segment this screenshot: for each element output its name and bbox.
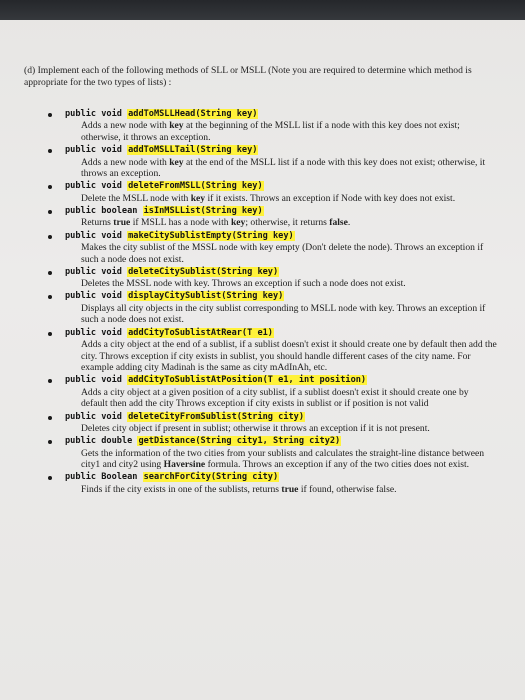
method-name-highlight — [137, 436, 341, 446]
description-text: Finds if the city exists in one of the sublists, returns — [81, 483, 282, 495]
bullet-icon — [48, 149, 52, 153]
method-name: addCityToSublistAtPosition — [128, 375, 263, 386]
method-name: addToMSLLHead — [128, 109, 196, 119]
method-signature — [65, 375, 525, 386]
bullet-icon — [48, 476, 52, 480]
method-name: deleteCityFromSublist — [128, 411, 237, 422]
description-text: formula. Throws an exception if any of the two cities does not exist. — [205, 459, 470, 471]
bullet-icon — [48, 210, 52, 214]
method-signature — [65, 328, 525, 339]
method-modifiers: public void — [65, 109, 128, 119]
method-modifiers: public void — [65, 291, 128, 302]
description-text: Adds a new node with — [81, 156, 170, 168]
method-description — [65, 484, 497, 496]
method-signature — [65, 145, 525, 156]
method-item — [0, 206, 525, 229]
method-params: (String city1, String city2) — [195, 436, 341, 447]
bold-term: true — [113, 217, 131, 229]
method-item — [0, 291, 525, 326]
method-name: addCityToSublistAtRear — [128, 327, 242, 338]
method-params: (String key) — [216, 266, 279, 277]
bullet-icon — [48, 295, 52, 299]
bullet-icon — [48, 332, 52, 336]
method-params: (String city) — [210, 472, 279, 483]
description-text: if MSLL has a node with — [130, 217, 231, 229]
description-text: Adds a new node with — [81, 120, 170, 132]
method-params: (String key) — [231, 230, 294, 241]
bold-term: false — [329, 217, 348, 229]
method-signature — [65, 472, 525, 483]
description-text: Returns — [81, 217, 114, 229]
description-text: Displays all city objects in the city sublist corresponding to MSLL node with key. Throws an exception if such a node does not exist. — [81, 302, 486, 326]
method-item — [0, 267, 525, 290]
bullet-icon — [48, 271, 52, 275]
description-text: Deletes city object if present in sublist; otherwise it throws an exception if it is not present. — [81, 422, 430, 434]
method-item — [0, 181, 525, 204]
method-description — [65, 448, 497, 471]
method-modifiers: public void — [65, 266, 128, 277]
bold-term: key — [169, 156, 184, 168]
description-text: Makes the city sublist of the MSSL node with key empty (Don't delete the node). Throws an exception if such a node does not exist. — [81, 241, 484, 265]
method-description — [65, 242, 497, 265]
method-signature — [65, 109, 525, 120]
method-name: addToMSLLTail — [128, 145, 196, 156]
method-name: displayCitySublist — [128, 291, 222, 302]
description-text: Adds a city object at the end of a sublist, if a sublist doesn't exist it should create one by default then add the city. Throws exception if city exists in sublist, you should handle different cases of the city name. For example adding city Madinah is the same as city mAdInAh, etc. — [81, 338, 497, 374]
method-name-highlight — [127, 291, 284, 301]
bullet-icon — [48, 379, 52, 383]
dark-top-edge — [0, 0, 525, 20]
bullet-icon — [48, 416, 52, 420]
method-name-highlight — [127, 328, 274, 338]
method-modifiers: public double — [65, 436, 138, 447]
method-signature — [65, 291, 525, 302]
description-text: Deletes the MSSL node with key. Throws an exception if such a node does not exist. — [81, 278, 406, 290]
method-name-highlight — [127, 412, 305, 422]
method-modifiers: public void — [65, 181, 128, 192]
bullet-icon — [48, 113, 52, 117]
description-text: Delete the MSLL node with — [81, 192, 191, 204]
bold-term: key — [190, 192, 206, 204]
method-modifiers: public void — [65, 327, 128, 338]
method-description — [65, 157, 497, 180]
method-item — [0, 412, 525, 435]
method-name-highlight — [127, 267, 279, 277]
method-item — [0, 472, 525, 495]
bullet-icon — [48, 235, 52, 239]
description-text: at the beginning of the MSLL list if a node with this key does not exist; otherwise, it throws an exception. — [81, 120, 460, 143]
method-name-highlight — [127, 231, 295, 241]
method-description — [65, 339, 497, 374]
method-signature — [65, 267, 525, 278]
method-name-highlight — [127, 375, 367, 385]
method-item — [0, 436, 525, 471]
bullet-icon — [48, 185, 52, 189]
bold-term: key — [230, 217, 246, 229]
method-item — [0, 231, 525, 266]
method-signature — [65, 436, 525, 447]
bold-term: true — [281, 483, 299, 495]
method-params: (T e1) — [241, 327, 273, 338]
method-modifiers: public void — [65, 375, 128, 386]
method-name-highlight — [143, 206, 264, 216]
description-text: . — [347, 217, 351, 229]
method-description — [65, 278, 497, 290]
method-modifiers: public void — [65, 411, 128, 422]
description-text: Gets the information of the two cities from your sublists and calculates the straight-line distance between city1 and city2 using — [81, 447, 485, 471]
method-signature — [65, 231, 525, 242]
method-item — [0, 109, 525, 144]
method-signature — [65, 181, 525, 192]
method-modifiers: public Boolean — [65, 472, 143, 483]
method-item — [0, 328, 525, 374]
method-description — [65, 303, 497, 326]
method-name: deleteCitySublist — [128, 266, 217, 277]
method-name: searchForCity — [143, 472, 211, 483]
method-description — [65, 120, 497, 143]
method-modifiers: public void — [65, 145, 128, 156]
method-name-highlight — [127, 181, 264, 191]
method-description — [65, 217, 497, 229]
method-name: makeCitySublistEmpty — [128, 230, 232, 241]
method-name-highlight — [127, 109, 258, 119]
description-text: if found, otherwise false. — [298, 483, 397, 495]
method-name: getDistance — [138, 436, 196, 447]
method-signature — [65, 206, 525, 217]
method-params: (String key) — [195, 109, 258, 119]
method-params: (String key) — [200, 205, 263, 216]
method-params: (T e1, int position) — [262, 375, 367, 386]
method-description — [65, 387, 497, 410]
method-modifiers: public void — [65, 230, 128, 241]
method-params: (String key) — [221, 291, 284, 302]
method-params: (String key) — [195, 145, 258, 156]
method-name-highlight — [127, 145, 258, 155]
bullet-icon — [48, 440, 52, 444]
bold-term: key — [169, 120, 184, 132]
description-text: if it exists. Throws an exception if Node with key does not exist. — [205, 192, 456, 204]
method-signature — [65, 412, 525, 423]
question-intro: (d) Implement each of the following methods of SLL or MSLL (Note you are required to determine which method is appropriate for the two types of lists) : — [24, 65, 472, 88]
description-text: at the end of the MSLL list if a node with this key does not exist; otherwise, it throws an exception. — [81, 156, 486, 180]
method-item — [0, 375, 525, 410]
method-list — [0, 109, 525, 497]
description-text: Adds a city object at a given position of a city sublist, if a sublist doesn't exist it should create one by default then add the city Throws exception if city exists in sublist or if position is not valid — [81, 386, 469, 410]
method-modifiers: public boolean — [65, 205, 143, 216]
method-description — [65, 423, 497, 435]
description-text: ; otherwise, it returns — [245, 217, 330, 229]
method-name: isInMSLList — [143, 205, 201, 216]
method-description — [65, 193, 497, 205]
method-params: (String city) — [236, 411, 305, 422]
method-name: deleteFromMSLL — [128, 181, 201, 192]
bold-term: Haversine — [163, 459, 206, 471]
method-item — [0, 145, 525, 180]
method-name-highlight — [143, 472, 280, 482]
method-params: (String key) — [200, 181, 263, 192]
